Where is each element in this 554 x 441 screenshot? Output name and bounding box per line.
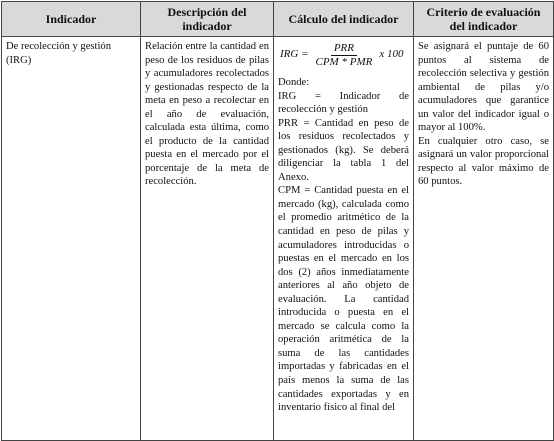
calc-line-cpm: CPM = Cantidad puesta en el mercado (kg), calculada como el promedio aritmético de la cantidad en peso de pilas y acumuladores introducidas o puestas en el mercado en los dos (2) años inmediatamente anteriores al año objeto de evaluación. La cantidad introducida o puesta en el mercado se calcula como la operación aritmética de la suma de las cantidades importadas y fabricadas en el país menos la suma de las cantidades exportadas y en inventario físico al final del xyxy=(278,185,409,414)
indicator-name: De recolección y gestión (IRG) xyxy=(6,41,112,66)
criteria-line-1: Se asignará el puntaje de 60 puntos al sistema de recolección selectiva y gestión ambiental de pilas y/o acumuladores que garantice un valor del indicador igual o mayor al 100%. xyxy=(418,41,549,134)
header-criterio: Criterio de evaluación del indicador xyxy=(414,2,554,37)
formula-fraction xyxy=(313,42,376,69)
calc-line-where: Donde: xyxy=(278,77,310,88)
formula-denominator: CPM * PMR xyxy=(315,55,373,68)
description-cell xyxy=(141,37,274,441)
indicator-table xyxy=(1,1,554,441)
formula-lhs: IRG = xyxy=(280,48,309,61)
criteria-cell xyxy=(414,37,554,441)
header-descripcion: Descripción del indicador xyxy=(141,2,274,37)
table-header-row xyxy=(2,2,554,37)
calc-line-irg: IRG = Indicador de recolección y gestión xyxy=(278,90,409,116)
formula xyxy=(280,40,409,70)
criteria-line-2: En cualquier otro caso, se asignará un valor proporcional respecto al valor máximo de 60 puntos. xyxy=(418,135,549,188)
calc-line-prr: PRR = Cantidad en peso de los residuos recolectados y gestionados (kg). Se deberá diligenciar la tabla 1 del Anexo. xyxy=(278,117,409,183)
calculation-cell xyxy=(274,37,414,441)
indicator-name-cell xyxy=(2,37,141,441)
indicator-description: Relación entre la cantidad en peso de los residuos de pilas y acumuladores recolectados y gestionadas respecto de la meta en peso a recolectar en el año de evaluación, calculada esta última, como el producto de la cantidad puesta en el mercado por el porcentaje de la meta de recolección. xyxy=(145,41,269,188)
document-page xyxy=(1,1,553,441)
header-indicador: Indicador xyxy=(2,2,141,37)
header-calculo: Cálculo del indicador xyxy=(274,2,414,37)
table-row xyxy=(2,37,554,441)
formula-numerator: PRR xyxy=(331,42,357,56)
formula-rhs: x 100 xyxy=(379,48,404,61)
